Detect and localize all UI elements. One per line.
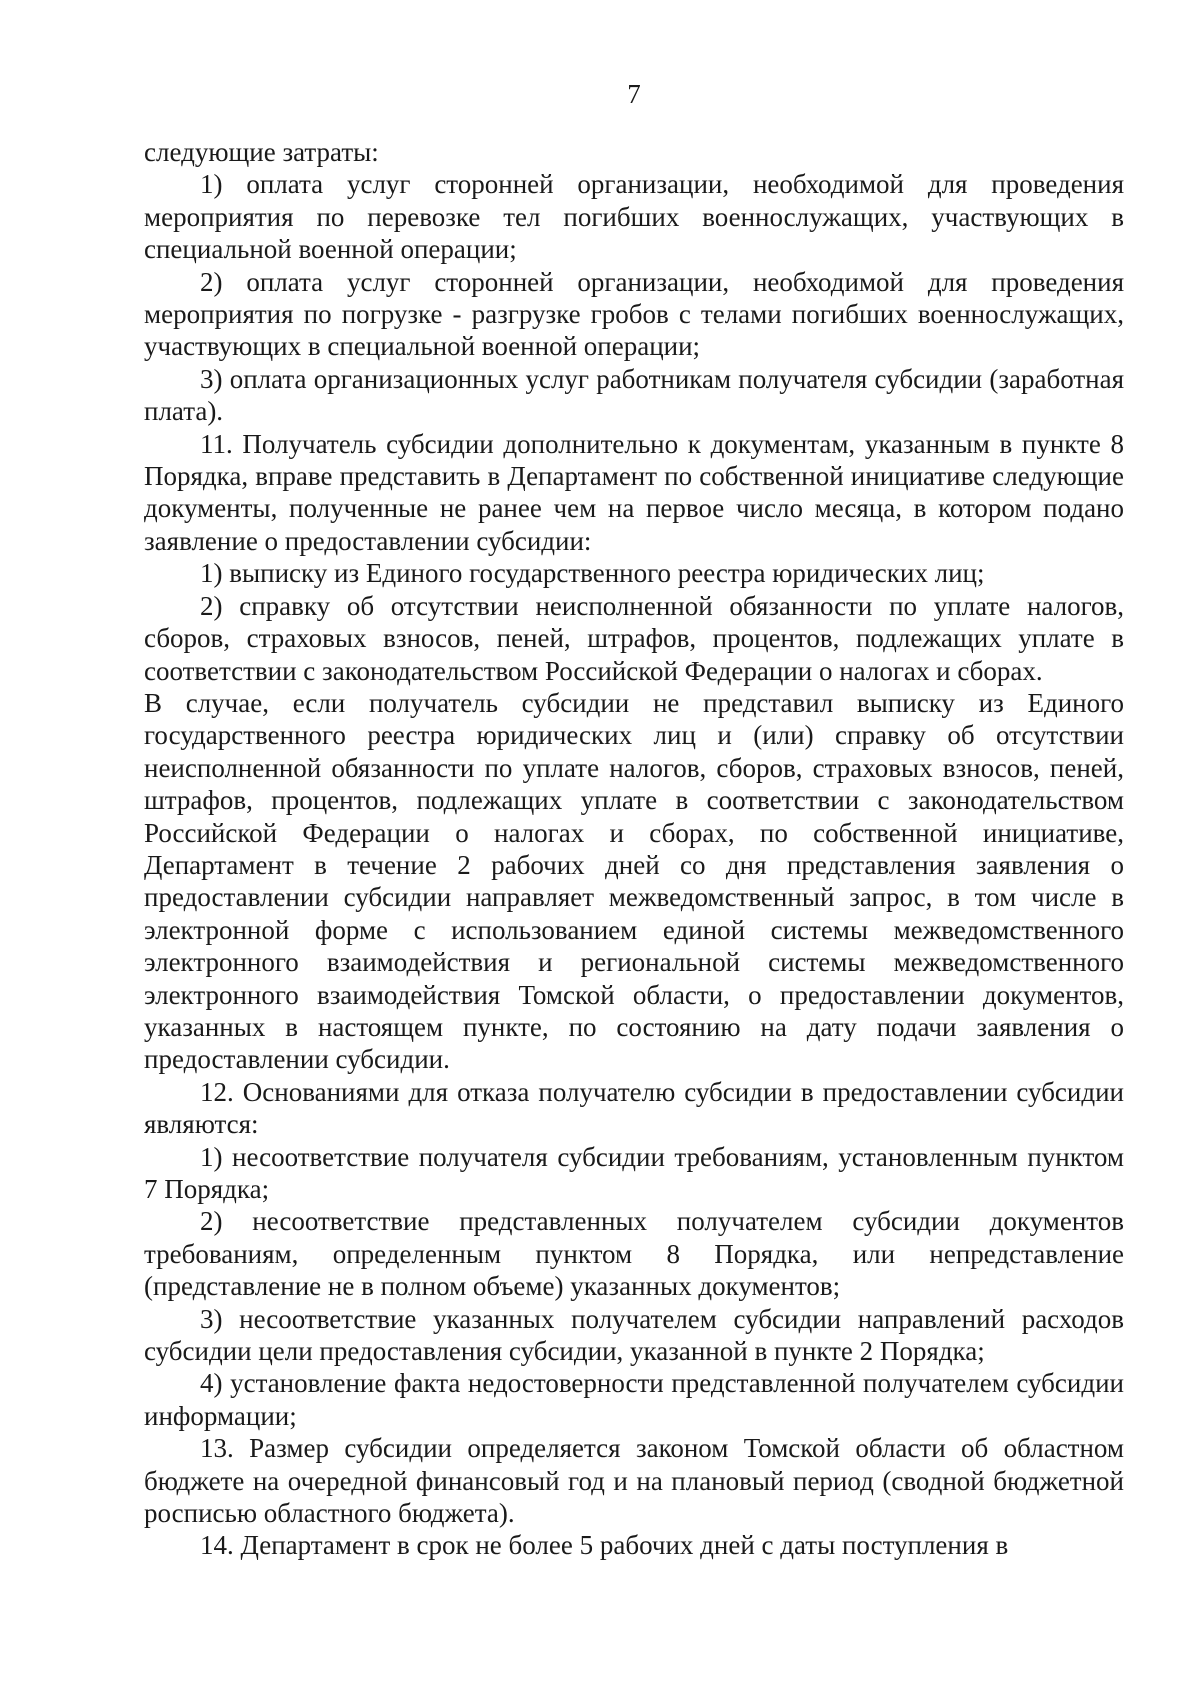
paragraph-clause-11: 11. Получатель субсидии дополнительно к документам, указанным в пункте 8 Порядка, вправе представить в Департамент по собственной инициативе следующие документы, полученные не ранее чем на первое число месяца, в котором подано заявление о предоставлении субсидии: xyxy=(144,428,1124,556)
paragraph-clause-12: 12. Основаниями для отказа получателю субсидии в предоставлении субсидии являются: xyxy=(144,1076,1124,1140)
paragraph-clause-12-item-3: 3) несоответствие указанных получателем субсидии направлений расходов субсидии цели предоставления субсидии, указанной в пункте 2 Порядка; xyxy=(144,1303,1124,1367)
paragraph-expense-3: 3) оплата организационных услуг работникам получателя субсидии (заработная плата). xyxy=(144,363,1124,427)
paragraph-clause-12-item-4: 4) установление факта недостоверности представленной получателем субсидии информации; xyxy=(144,1368,1124,1431)
document-page xyxy=(144,78,1124,1562)
paragraph-clause-12-item-1: 1) несоответствие получателя субсидии требованиям, установленным пунктом 7 Порядка; xyxy=(144,1141,1124,1204)
paragraph-expenses-intro: следующие затраты: xyxy=(144,137,379,167)
paragraph-expense-1: 1) оплата услуг сторонней организации, необходимой для проведения мероприятия по перевозке тел погибших военнослужащих, участвующих в специальной военной операции; xyxy=(144,169,1124,265)
paragraph-clause-12-item-2: 2) несоответствие представленных получателем субсидии документов требованиям, определенным пунктом 8 Порядка, или непредставление (представление не в полном объеме) указанных документов; xyxy=(144,1206,1124,1302)
page-number: 7 xyxy=(627,79,641,109)
paragraph-clause-11-item-2: 2) справку об отсутствии неисполненной обязанности по уплате налогов, сборов, страховых взносов, пеней, штрафов, процентов, подлежащих уплате в соответствии с законодательством Российской Федерации о налогах и сборах. xyxy=(144,590,1124,686)
paragraph-clause-11-interagency-request: В случае, если получатель субсидии не представил выписку из Единого государственного реестра юридических лиц и (или) справку об отсутствии неисполненной обязанности по уплате налогов, сборов, страховых взносов, пеней, штрафов, процентов, подлежащих уплате в соответствии с законодательством Российской Федерации о налогах и сборах, по собственной инициативе, Департамент в течение 2 рабочих дней со дня представления заявления о предоставлении субсидии направляет межведомственный запрос, в том числе в электронной форме с использованием единой системы межведомственного электронного взаимодействия и региональной системы межведомственного электронного взаимодействия Томской области, о предоставлении документов, указанных в настоящем пункте, по состоянию на дату подачи заявления о предоставлении субсидии. xyxy=(144,687,1124,1075)
paragraph-expense-2: 2) оплата услуг сторонней организации, необходимой для проведения мероприятия по погрузке - разгрузке гробов с телами погибших военнослужащих, участвующих в специальной военной операции; xyxy=(144,266,1124,362)
paragraph-clause-13: 13. Размер субсидии определяется законом Томской области об областном бюджете на очередной финансовый год и на плановый период (сводной бюджетной росписью областного бюджета). xyxy=(144,1433,1124,1529)
paragraph-clause-11-item-1: 1) выписку из Единого государственного реестра юридических лиц; xyxy=(200,558,985,589)
paragraph-clause-14: 14. Департамент в срок не более 5 рабочих дней с даты поступления в xyxy=(200,1530,1009,1561)
